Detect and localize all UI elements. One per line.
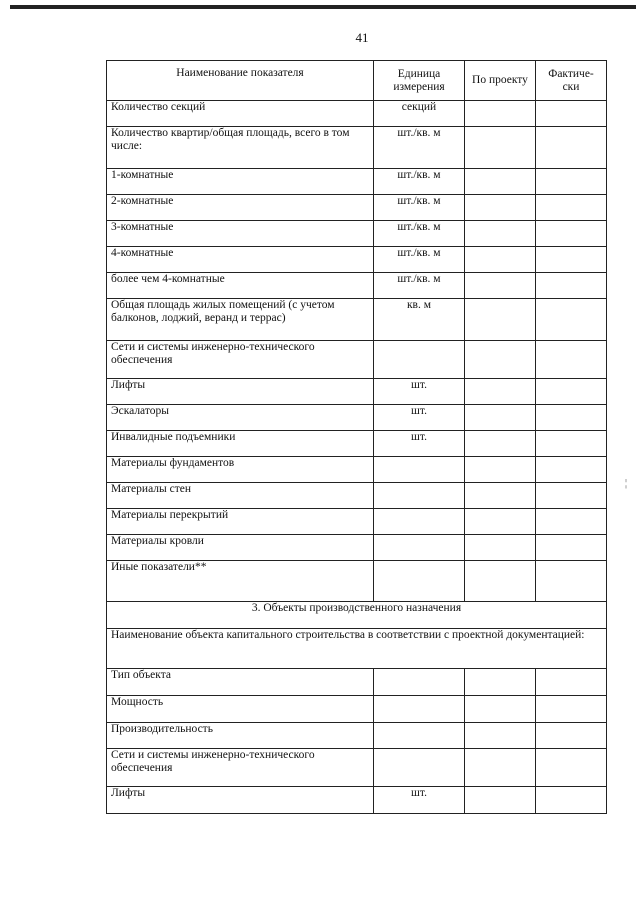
row-name: Тип объекта: [107, 669, 374, 696]
object-name-label: Наименование объекта капитального строительства в соответствии с проектной документацией:: [107, 629, 607, 669]
row-unit: [374, 749, 465, 787]
project-value-cell[interactable]: [465, 509, 536, 535]
row-unit: шт.: [374, 787, 465, 814]
project-value-cell[interactable]: [465, 457, 536, 483]
table-row: [107, 509, 607, 535]
project-value-cell[interactable]: [465, 787, 536, 814]
actual-value-cell[interactable]: [536, 341, 607, 379]
row-unit: [374, 561, 465, 602]
actual-value-cell[interactable]: [536, 405, 607, 431]
header-project: По проекту: [465, 61, 536, 101]
actual-value-cell[interactable]: [536, 509, 607, 535]
row-name: Количество секций: [107, 101, 374, 127]
table-row: [107, 273, 607, 299]
row-unit: секций: [374, 101, 465, 127]
actual-value-cell[interactable]: [536, 247, 607, 273]
row-unit: [374, 696, 465, 723]
row-name: 1-комнатные: [107, 169, 374, 195]
row-unit: шт.: [374, 379, 465, 405]
actual-value-cell[interactable]: [536, 457, 607, 483]
header-actual: Фактиче-ски: [536, 61, 607, 101]
project-value-cell[interactable]: [465, 431, 536, 457]
actual-value-cell[interactable]: [536, 696, 607, 723]
row-name: Количество квартир/общая площадь, всего в том числе:: [107, 127, 374, 169]
section-title-row: [107, 602, 607, 629]
table-row: [107, 101, 607, 127]
actual-value-cell[interactable]: [536, 787, 607, 814]
row-unit: [374, 723, 465, 749]
row-name: Лифты: [107, 379, 374, 405]
project-value-cell[interactable]: [465, 273, 536, 299]
actual-value-cell[interactable]: [536, 431, 607, 457]
project-value-cell[interactable]: [465, 749, 536, 787]
row-name: Материалы кровли: [107, 535, 374, 561]
project-value-cell[interactable]: [465, 669, 536, 696]
page-number: 41: [355, 30, 369, 45]
row-name: Общая площадь жилых помещений (с учетом балконов, лоджий, веранд и террас): [107, 299, 374, 341]
row-unit: [374, 483, 465, 509]
actual-value-cell[interactable]: [536, 273, 607, 299]
row-unit: [374, 509, 465, 535]
actual-value-cell[interactable]: [536, 669, 607, 696]
table-header-row: [107, 61, 607, 101]
row-name: Мощность: [107, 696, 374, 723]
actual-value-cell[interactable]: [536, 379, 607, 405]
row-unit: [374, 457, 465, 483]
scan-margin-mark: ¦: [625, 478, 628, 489]
table-row: [107, 535, 607, 561]
row-unit: [374, 535, 465, 561]
row-unit: шт./кв. м: [374, 273, 465, 299]
row-name: Инвалидные подъемники: [107, 431, 374, 457]
project-value-cell[interactable]: [465, 696, 536, 723]
table-row: [107, 195, 607, 221]
actual-value-cell[interactable]: [536, 195, 607, 221]
project-value-cell[interactable]: [465, 169, 536, 195]
table-row: [107, 483, 607, 509]
project-value-cell[interactable]: [465, 723, 536, 749]
actual-value-cell[interactable]: [536, 221, 607, 247]
row-name: Лифты: [107, 787, 374, 814]
actual-value-cell[interactable]: [536, 101, 607, 127]
row-name: Материалы перекрытий: [107, 509, 374, 535]
actual-value-cell[interactable]: [536, 561, 607, 602]
row-name: Сети и системы инженерно-технического обеспечения: [107, 749, 374, 787]
row-unit: кв. м: [374, 299, 465, 341]
table-row: [107, 696, 607, 723]
row-name: Эскалаторы: [107, 405, 374, 431]
row-unit: шт./кв. м: [374, 195, 465, 221]
row-name: 2-комнатные: [107, 195, 374, 221]
project-value-cell[interactable]: [465, 101, 536, 127]
actual-value-cell[interactable]: [536, 299, 607, 341]
table-row: [107, 127, 607, 169]
table-row: [107, 669, 607, 696]
row-name: более чем 4-комнатные: [107, 273, 374, 299]
table-row: [107, 405, 607, 431]
header-name: Наименование показателя: [107, 61, 374, 101]
object-name-row: [107, 629, 607, 669]
top-scan-border: [10, 5, 636, 9]
actual-value-cell[interactable]: [536, 535, 607, 561]
table-row: [107, 787, 607, 814]
project-value-cell[interactable]: [465, 247, 536, 273]
project-value-cell[interactable]: [465, 221, 536, 247]
project-value-cell[interactable]: [465, 483, 536, 509]
table-row: [107, 247, 607, 273]
header-unit: Единица измерения: [374, 61, 465, 101]
row-unit: шт./кв. м: [374, 247, 465, 273]
table-row: [107, 561, 607, 602]
actual-value-cell[interactable]: [536, 127, 607, 169]
table-row: [107, 341, 607, 379]
table-row: [107, 749, 607, 787]
table-row: [107, 299, 607, 341]
project-value-cell[interactable]: [465, 195, 536, 221]
table-row: [107, 169, 607, 195]
table-row: [107, 723, 607, 749]
project-value-cell[interactable]: [465, 127, 536, 169]
actual-value-cell[interactable]: [536, 723, 607, 749]
table-row: [107, 457, 607, 483]
project-value-cell[interactable]: [465, 535, 536, 561]
project-value-cell[interactable]: [465, 405, 536, 431]
row-unit: шт./кв. м: [374, 169, 465, 195]
row-name: Материалы стен: [107, 483, 374, 509]
row-unit: [374, 669, 465, 696]
row-name: Сети и системы инженерно-технического обеспечения: [107, 341, 374, 379]
row-unit: шт.: [374, 405, 465, 431]
actual-value-cell[interactable]: [536, 749, 607, 787]
row-name: 4-комнатные: [107, 247, 374, 273]
row-unit: шт.: [374, 431, 465, 457]
actual-value-cell[interactable]: [536, 169, 607, 195]
project-value-cell[interactable]: [465, 299, 536, 341]
table-row: [107, 431, 607, 457]
project-value-cell[interactable]: [465, 561, 536, 602]
row-unit: [374, 341, 465, 379]
table-row: [107, 221, 607, 247]
indicators-table: [106, 60, 607, 814]
row-name: Производительность: [107, 723, 374, 749]
project-value-cell[interactable]: [465, 341, 536, 379]
section-title: 3. Объекты производственного назначения: [107, 602, 607, 629]
actual-value-cell[interactable]: [536, 483, 607, 509]
project-value-cell[interactable]: [465, 379, 536, 405]
row-name: Иные показатели**: [107, 561, 374, 602]
row-name: Материалы фундаментов: [107, 457, 374, 483]
row-unit: шт./кв. м: [374, 127, 465, 169]
row-unit: шт./кв. м: [374, 221, 465, 247]
row-name: 3-комнатные: [107, 221, 374, 247]
table-row: [107, 379, 607, 405]
